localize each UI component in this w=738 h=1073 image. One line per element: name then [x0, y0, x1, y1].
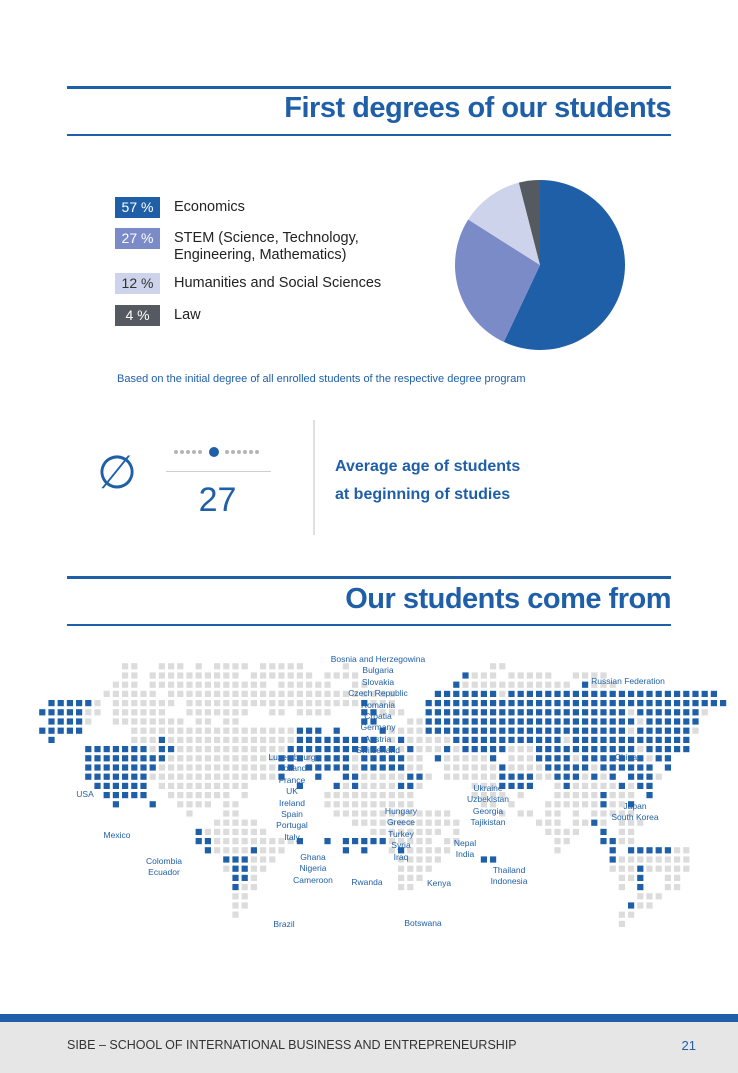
label-brazil: Brazil	[273, 919, 295, 929]
label-russia: Russian Federation	[591, 676, 665, 686]
label-botswana: Botswana	[404, 918, 442, 928]
top-rule	[67, 86, 671, 89]
legend-item-economics	[115, 197, 434, 218]
section-underline	[67, 624, 671, 626]
pie-chart	[445, 170, 635, 360]
title-underline	[67, 134, 671, 136]
percent-badge: 12 %	[115, 273, 160, 294]
legend-item-law	[115, 305, 434, 326]
label-south-america: Colombia Ecuador	[146, 856, 182, 878]
label-rwanda: Rwanda	[351, 877, 383, 887]
page-number: 21	[681, 1038, 696, 1053]
label-central-asia: Ukraine Uzbekistan Georgia Tajikistan	[466, 783, 510, 828]
legend-label: Economics	[174, 199, 245, 215]
footnote: Based on the initial degree of all enrolled students of the respective degree program	[117, 373, 526, 385]
average-age-value: 27	[198, 481, 237, 519]
label-west-africa: Ghana Nigeria Cameroon	[293, 852, 333, 885]
average-age-caption	[335, 453, 520, 509]
label-southeast-asia: Thailand Indonesia	[490, 865, 528, 887]
percent-badge: 57 %	[115, 197, 160, 218]
section-title: Our students come from	[345, 583, 671, 615]
label-middle-east: Hungary Greece Turkey Syria Iraq	[384, 806, 418, 862]
age-divider	[166, 471, 271, 472]
label-mexico: Mexico	[103, 830, 131, 840]
footer-accent-bar	[0, 1014, 738, 1022]
percent-badge: 27 %	[115, 228, 160, 249]
legend-item-stem	[115, 228, 434, 264]
percent-badge: 4 %	[115, 305, 160, 326]
caption-line: Average age of students	[335, 458, 521, 475]
average-symbol-icon: ∅	[97, 445, 138, 499]
caption-line: at beginning of studies	[335, 486, 511, 503]
legend-label: Humanities and Social Sciences	[174, 275, 382, 291]
label-western-europe: Luxembourg Holland France UK Ireland Spain Portugal Italy	[268, 752, 316, 842]
page-footer	[0, 1022, 738, 1073]
label-usa: USA	[76, 789, 94, 799]
legend-label: STEM (Science, Technology, Engineering, Mathematics)	[174, 230, 359, 263]
page-title: First degrees of our students	[284, 92, 671, 124]
legend-item-humanities	[115, 273, 434, 294]
footer-title: SIBE – SCHOOL OF INTERNATIONAL BUSINESS AND ENTREPRENEURSHIP	[67, 1038, 517, 1052]
dot-indicator	[170, 445, 280, 459]
vertical-divider	[313, 420, 315, 535]
label-china: China	[614, 752, 638, 762]
label-kenya: Kenya	[426, 878, 452, 888]
section-rule	[67, 576, 671, 579]
label-europe: Bosnia and Herzegowina Bulgaria Slovakia Czech Republic Romania Croatia Germany Austria Switzerland	[330, 654, 426, 756]
label-japan-korea: Japan South Korea	[611, 801, 659, 823]
label-south-asia: Nepal India	[453, 838, 477, 860]
legend-label: Law	[174, 307, 201, 323]
